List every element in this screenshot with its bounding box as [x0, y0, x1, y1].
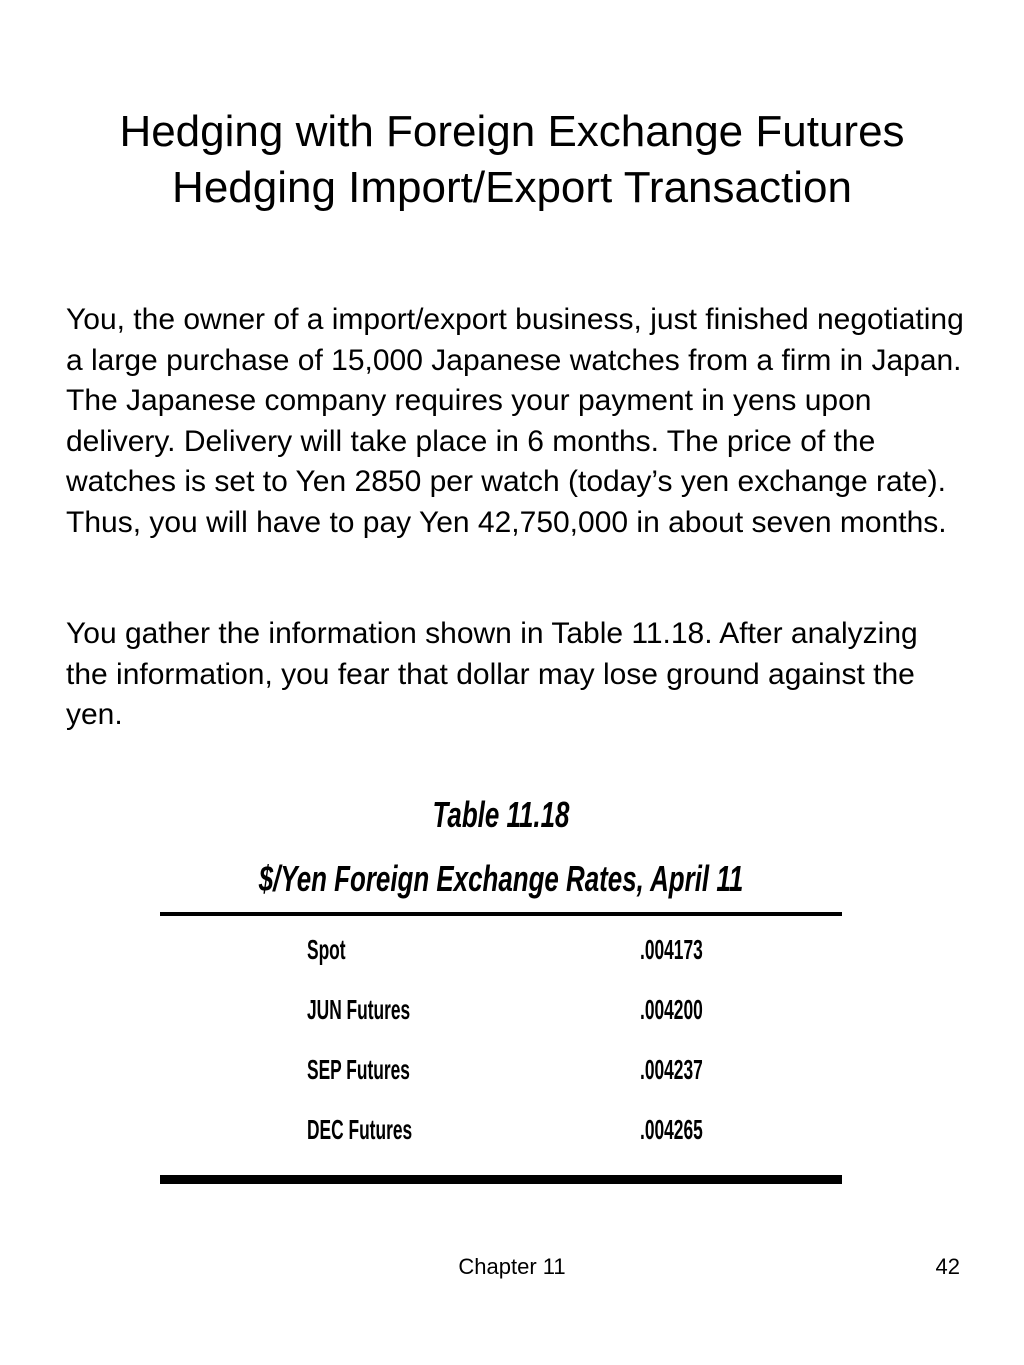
table-row [160, 1110, 842, 1150]
table-row-label: JUN Futures [307, 994, 411, 1025]
table-row-value: .004200 [640, 994, 703, 1025]
body-paragraph-1: You, the owner of a import/export business, just finished negotiating a large purchase of 15,000 Japanese watches from a firm in Japan. The Japanese company requires your payment in yens upon delivery. Delivery will take place in 6 months. The price of the watches is set to Yen 2850 per watch (today’s yen exchange rate). Thus, you will have to pay Yen 42,750,000 in about seven months. [66, 303, 964, 539]
slide-title-line-2: Hedging Import/Export Transaction [172, 163, 852, 212]
table-row [160, 1050, 842, 1090]
table-caption-title: $/Yen Foreign Exchange Rates, April 11 [258, 858, 744, 899]
table-row [160, 990, 842, 1030]
table-row-value: .004237 [640, 1054, 703, 1085]
table-top-rule [160, 912, 842, 916]
page-number: 42 [935, 1254, 960, 1279]
table-row-value: .004173 [640, 934, 703, 965]
table-caption-number: Table 11.18 [432, 794, 570, 835]
table-row-value: .004265 [640, 1114, 703, 1145]
slide-title-line-1: Hedging with Foreign Exchange Futures [119, 107, 905, 156]
table-row-label: Spot [307, 934, 346, 965]
footer-chapter: Chapter 11 [458, 1254, 566, 1279]
slide-title [0, 104, 1024, 216]
body-paragraph-2: You gather the information shown in Table 11.18. After analyzing the information, you fear that dollar may lose ground against the yen. [66, 617, 918, 732]
table-row-label: SEP Futures [307, 1054, 410, 1085]
table-row-label: DEC Futures [307, 1114, 413, 1145]
table-row [160, 930, 842, 970]
table-bottom-rule [160, 1175, 842, 1184]
